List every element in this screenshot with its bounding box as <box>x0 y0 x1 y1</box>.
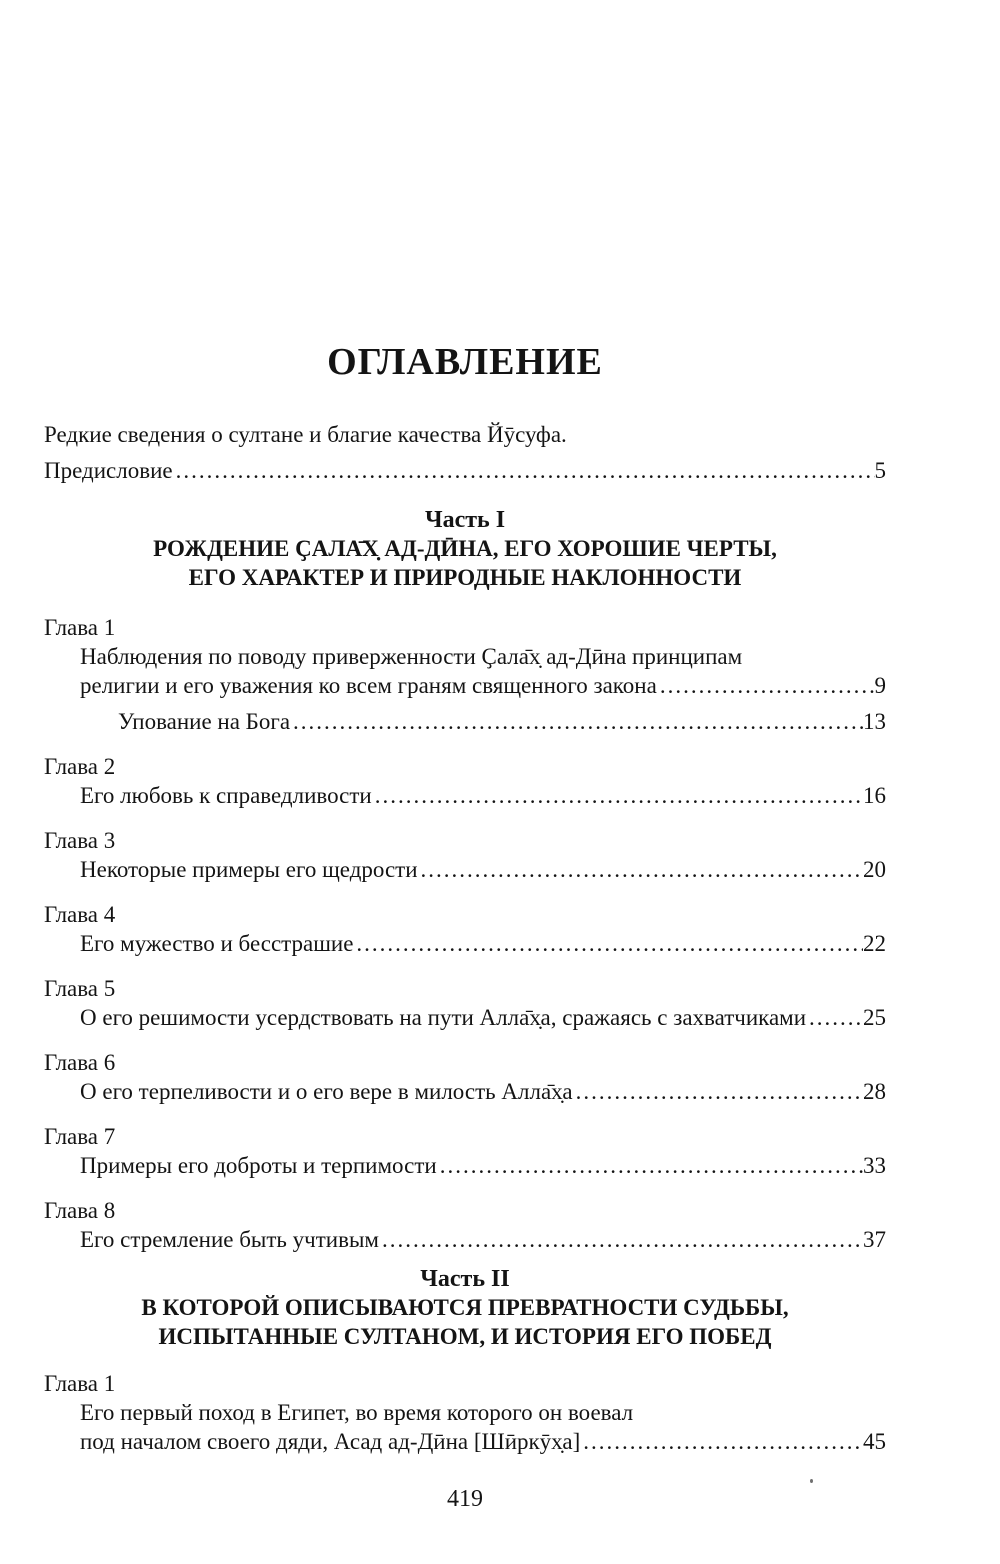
part-1-title-line-1: РОЖДЕНИЕ ҪАЛА̄Х̣ АД-ДӢНА, ЕГО ХОРОШИЕ ЧЕРТЫ, <box>153 536 777 561</box>
chapter-5 <box>44 974 886 1032</box>
toc-entry-text: Его любовь к справедливости <box>80 783 372 808</box>
chapter-6 <box>44 1048 886 1106</box>
preface-description-text: Редкие сведения о султане и благие качества Йӯсуфа. <box>44 422 567 447</box>
toc-entry-text: под началом своего дяди, Асад ад-Дӣна [Шӣркӯх̣а] <box>80 1429 581 1454</box>
dot-leader <box>573 1077 863 1106</box>
chapter-2 <box>44 752 886 810</box>
toc-entry-text: О его терпеливости и о его вере в милость Алла̄х̣а <box>80 1079 573 1104</box>
toc-entry-preface <box>44 456 886 485</box>
scan-speck <box>810 1479 813 1483</box>
part-1-label: Часть I <box>424 507 506 533</box>
toc-entry-text: Предисловие <box>44 458 173 483</box>
toc-entry <box>44 671 886 700</box>
toc-entry <box>44 855 886 884</box>
toc-entry-text: Его мужество и бесстрашие <box>80 931 354 956</box>
chapter-7 <box>44 1122 886 1180</box>
dot-leader <box>290 707 863 736</box>
chapter-label: Глава 7 <box>44 1124 116 1149</box>
chapter-1 <box>44 613 886 736</box>
chapter-8 <box>44 1196 886 1254</box>
toc-entry-page: 20 <box>863 857 886 882</box>
chapter-label: Глава 2 <box>44 754 116 779</box>
chapter-label: Глава 4 <box>44 902 116 927</box>
toc-entry-page: 16 <box>863 783 886 808</box>
toc-entry-page: 45 <box>863 1429 886 1454</box>
part-1-title-line-2: ЕГО ХАРАКТЕР И ПРИРОДНЫЕ НАКЛОННОСТИ <box>188 565 742 590</box>
chapter-label: Глава 3 <box>44 828 116 853</box>
toc-entry-text: Некоторые примеры его щедрости <box>80 857 418 882</box>
toc-entry-text: Наблюдения по поводу приверженности Ҫала̄х̣ ад-Дӣна принципам <box>80 644 743 669</box>
toc-entry <box>44 1427 886 1456</box>
page-title: ОГЛАВЛЕНИЕ <box>327 341 603 383</box>
part-2-label: Часть II <box>420 1266 510 1292</box>
toc-entry-page: 28 <box>863 1079 886 1104</box>
toc-entry-text: религии и его уважения ко всем граням священного закона <box>80 673 657 698</box>
toc-entry-text: О его решимости усердствовать на пути Алла̄х̣а, сражаясь с захватчиками <box>80 1005 807 1030</box>
toc-entry <box>44 642 886 671</box>
part-2-title-line-1: В КОТОРОЙ ОПИСЫВАЮТСЯ ПРЕВРАТНОСТИ СУДЬБЫ, <box>141 1295 789 1320</box>
chapter-1 <box>44 1369 886 1456</box>
chapter-label: Глава 8 <box>44 1198 116 1223</box>
toc-entry-page: 22 <box>863 931 886 956</box>
dot-leader <box>806 1003 863 1032</box>
part-2-section <box>44 1266 886 1456</box>
chapter-label: Глава 1 <box>44 615 116 640</box>
dot-leader <box>379 1225 863 1254</box>
toc-entry-page: 25 <box>863 1005 886 1030</box>
page-number: 419 <box>447 1486 483 1512</box>
chapter-label: Глава 6 <box>44 1050 116 1075</box>
toc-entry-text: Упование на Бога <box>118 709 291 734</box>
toc-entry-page: 13 <box>863 709 886 734</box>
dot-leader <box>173 456 875 485</box>
toc-entry-page: 33 <box>863 1153 886 1178</box>
toc-entry <box>44 929 886 958</box>
dot-leader <box>580 1427 863 1456</box>
toc-entry-page: 37 <box>863 1227 886 1252</box>
dot-leader <box>418 855 863 884</box>
toc-entry <box>44 1225 886 1254</box>
chapter-3 <box>44 826 886 884</box>
toc-entry-text: Его первый поход в Египет, во время которого он воевал <box>80 1400 634 1425</box>
toc-entry <box>44 1398 886 1427</box>
chapter-label: Глава 5 <box>44 976 116 1001</box>
toc-entry <box>44 781 886 810</box>
toc-entry <box>44 1077 886 1106</box>
toc-entry-page: 5 <box>874 458 886 483</box>
chapter-4 <box>44 900 886 958</box>
dot-leader <box>437 1151 863 1180</box>
toc-entry <box>44 1003 886 1032</box>
dot-leader <box>372 781 863 810</box>
part-2-title-line-2: ИСПЫТАННЫЕ СУЛТАНОМ, И ИСТОРИЯ ЕГО ПОБЕД <box>158 1324 772 1349</box>
toc-entry-text: Его стремление быть учтивым <box>80 1227 379 1252</box>
toc-entry <box>44 1151 886 1180</box>
toc-subentry <box>44 707 886 736</box>
dot-leader <box>353 929 863 958</box>
toc-entry-page: 9 <box>874 673 886 698</box>
chapter-label: Глава 1 <box>44 1371 116 1396</box>
dot-leader <box>657 671 875 700</box>
part-1-section <box>44 507 886 1254</box>
preface-description <box>44 420 886 449</box>
toc-entry-text: Примеры его доброты и терпимости <box>80 1153 437 1178</box>
